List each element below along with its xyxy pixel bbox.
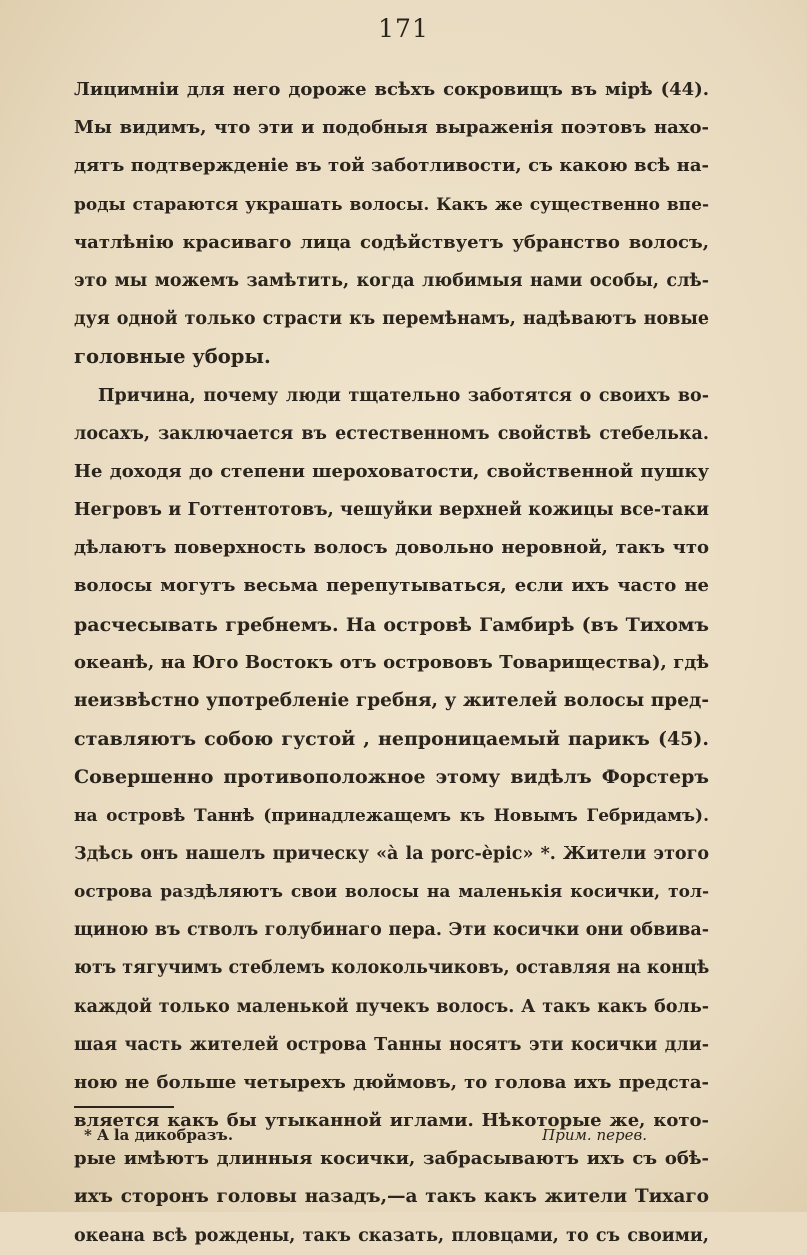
body-text bbox=[74, 71, 709, 1255]
text-line: Лицимніи для него дороже всѣхъ сокровищъ въ мірѣ (44). bbox=[74, 79, 709, 100]
text-line: вляется какъ бы утыканной иглами. Нѣкоторые же, кото- bbox=[74, 1110, 709, 1132]
text-line: дятъ подтвержденіе въ той заботливости, съ какою всѣ на- bbox=[74, 155, 709, 177]
text-line: океана всѣ рождены, такъ сказать, пловцами, то съ своими, bbox=[74, 1225, 709, 1246]
text-line: Причина, почему люди тщательно заботятся о своихъ во- bbox=[98, 385, 709, 406]
text-line: щиною въ стволъ голубинаго пера. Эти косички они обвива- bbox=[74, 920, 709, 941]
text-line: роды стараются украшать волосы. Какъ же существенно впе- bbox=[74, 194, 709, 215]
text-line: Здѣсь онъ нашелъ прическу «à la porc-èpic» *. Жители этого bbox=[74, 843, 709, 864]
text-line: на островѣ Таннѣ (принадлежащемъ къ Новымъ Гебридамъ). bbox=[74, 805, 709, 826]
footnote-divider bbox=[74, 1106, 174, 1108]
footnote-text: * A la дикобразъ. bbox=[84, 1126, 234, 1144]
text-line: расчесывать гребнемъ. На островѣ Гамбирѣ (въ Тихомъ bbox=[74, 613, 709, 636]
text-line: лосахъ, заключается въ естественномъ свойствѣ стебелька. bbox=[74, 423, 709, 444]
text-line: каждой только маленькой пучекъ волосъ. А такъ какъ боль- bbox=[74, 996, 709, 1017]
text-line: это мы можемъ замѣтить, когда любимыя нами особы, слѣ- bbox=[74, 270, 709, 291]
text-line: Совершенно противоположное этому видѣлъ Форстеръ bbox=[74, 766, 709, 789]
text-line: острова раздѣляютъ свои волосы на маленькія косички, тол- bbox=[74, 881, 709, 902]
text-line: Мы видимъ, что эти и подобныя выраженія поэтовъ нахо- bbox=[74, 117, 709, 139]
text-line: ихъ сторонъ головы назадъ,—а такъ какъ жители Тихаго bbox=[74, 1186, 709, 1208]
text-line: головные уборы. bbox=[74, 345, 271, 369]
text-line: океанѣ, на Юго Востокъ отъ острововъ Товарищества), гдѣ bbox=[74, 651, 709, 673]
text-line: ною не больше четырехъ дюймовъ, то голова ихъ предста- bbox=[74, 1071, 709, 1093]
page-number: 171 bbox=[378, 14, 429, 43]
text-line: ставляютъ собою густой , непроницаемый парикъ (45). bbox=[74, 728, 709, 751]
text-line: ютъ тягучимъ стеблемъ колокольчиковъ, оставляя на концѣ bbox=[74, 958, 710, 979]
translator-note: Прим. перев. bbox=[542, 1126, 647, 1144]
text-line: чатлѣнію красиваго лица содѣйствуетъ убранство волосъ, bbox=[74, 231, 709, 253]
text-line: неизвѣстно употребленіе гребня, у жителей волосы пред- bbox=[74, 690, 709, 711]
text-line: дуя одной только страсти къ перемѣнамъ, надѣваютъ новые bbox=[74, 309, 709, 330]
text-line: волосы могутъ весьма перепутываться, если ихъ часто не bbox=[74, 575, 709, 597]
text-line: Негровъ и Готтентотовъ, чешуйки верхней кожицы все-таки bbox=[74, 500, 709, 521]
text-line: Не доходя до степени шероховатости, свойственной пушку bbox=[74, 460, 709, 482]
text-line: дѣлаютъ поверхность волосъ довольно неровной, такъ что bbox=[74, 537, 709, 559]
text-line: рые имѣютъ длинныя косички, забрасываютъ ихъ съ обѣ- bbox=[74, 1148, 709, 1170]
text-line: шая часть жителей острова Танны носятъ эти косички дли- bbox=[74, 1034, 709, 1055]
